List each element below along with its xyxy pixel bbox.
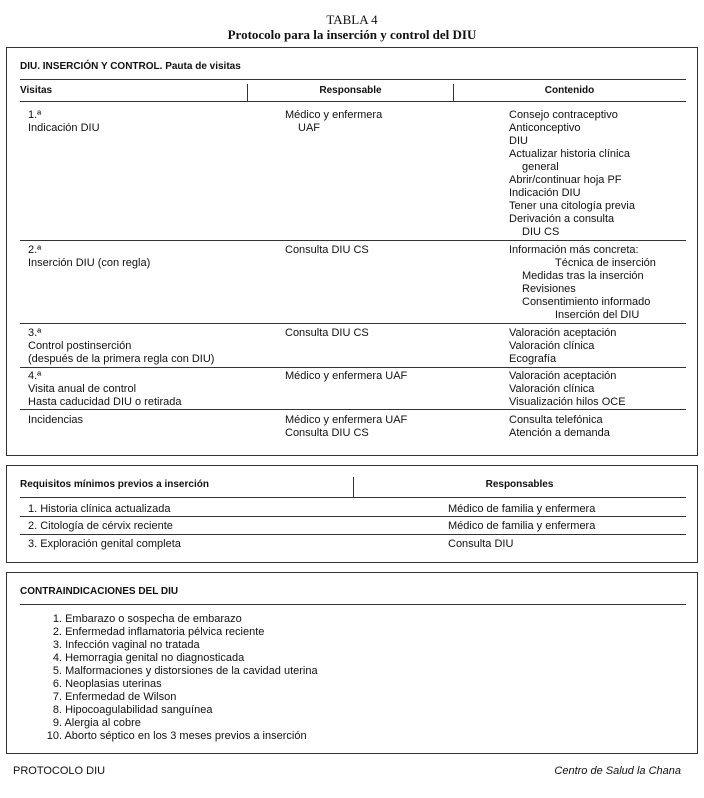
contraindications-list	[37, 613, 318, 743]
item-number: 6.	[52, 678, 62, 690]
item-text: Aborto séptico en los 3 meses previos a inserción	[64, 730, 307, 742]
item-text: Embarazo o sospecha de embarazo	[65, 613, 242, 625]
divider	[20, 240, 686, 241]
responsible-line: Consulta DIU CS	[285, 427, 369, 439]
content-cell	[509, 370, 626, 409]
visits-table	[6, 47, 698, 456]
col-header-visits: Visitas	[20, 85, 53, 96]
visit-number: 2.ª	[28, 244, 42, 256]
visit-cell	[28, 414, 83, 427]
item-text: Alergia al cobre	[64, 717, 141, 729]
item-number: 7.	[52, 691, 62, 703]
content-line: Atención a demanda	[509, 427, 610, 439]
content-line: Indicación DIU	[509, 187, 581, 199]
item-number: 10.	[46, 730, 62, 742]
list-item	[37, 704, 318, 717]
col-header-content: Contenido	[544, 85, 595, 96]
visit-cell	[28, 327, 214, 366]
content-line: Valoración clínica	[509, 383, 595, 395]
footer-right: Centro de Salud la Chana	[554, 765, 681, 777]
content-line: Abrir/continuar hoja PF	[509, 174, 622, 186]
item-text: Malformaciones y distorsiones de la cavidad uterina	[65, 665, 318, 677]
list-item	[37, 717, 318, 730]
content-line: Anticonceptivo	[509, 122, 581, 134]
visit-number: 4.ª	[28, 370, 42, 382]
visit-cell	[28, 244, 150, 270]
content-line: Actualizar historia clínica	[509, 148, 631, 160]
divider	[453, 84, 454, 101]
visit-cell	[28, 370, 181, 409]
list-item	[37, 665, 318, 678]
contraindications-title: CONTRAINDICACIONES DEL DIU	[20, 586, 179, 597]
responsible-cell	[285, 244, 369, 257]
contraindications-box	[6, 572, 698, 754]
item-number: 5.	[52, 665, 62, 677]
visit-number: 3.ª	[28, 327, 42, 339]
content-line: Técnica de inserción	[555, 257, 656, 269]
visit-label: Visita anual de control	[28, 383, 137, 395]
list-item	[37, 730, 318, 743]
content-line: Valoración aceptación	[509, 370, 617, 382]
divider	[20, 534, 686, 535]
item-text: Enfermedad inflamatoria pélvica reciente	[65, 626, 265, 638]
col-header-responsible: Responsable	[319, 85, 382, 96]
visits-table-title: DIU. INSERCIÓN Y CONTROL. Pauta de visitas	[20, 61, 241, 72]
visit-label: Indicación DIU	[28, 122, 100, 134]
item-text: Hemorragia genital no diagnosticada	[65, 652, 245, 664]
requirements-table	[6, 465, 698, 563]
item-number: 3.	[52, 639, 62, 651]
page-title: Protocolo para la inserción y control del DIU	[227, 27, 477, 42]
responsible-cell	[285, 414, 407, 440]
list-item	[37, 691, 318, 704]
requirement-item: 1. Historia clínica actualizada	[28, 503, 171, 515]
visit-number: 1.ª	[28, 109, 42, 121]
requirement-responsible: Médico de familia y enfermera	[448, 520, 596, 532]
requirement-item: 2. Citología de cérvix reciente	[28, 520, 173, 532]
divider	[20, 604, 686, 605]
divider	[20, 367, 686, 368]
divider	[20, 101, 686, 102]
content-line: Visualización hilos OCE	[509, 396, 626, 408]
content-line: Ecografía	[509, 353, 557, 365]
responsible-cell	[285, 370, 407, 383]
divider	[20, 79, 686, 80]
item-number: 9.	[52, 717, 62, 729]
content-line: Valoración clínica	[509, 340, 595, 352]
visit-label: Inserción DIU (con regla)	[28, 257, 151, 269]
table-label: TABLA 4	[326, 12, 378, 27]
content-line: general	[522, 161, 559, 173]
item-number: 2.	[52, 626, 62, 638]
responsible-line: Médico y enfermera	[285, 109, 383, 121]
content-line: Revisiones	[522, 283, 576, 295]
responsible-line: Consulta DIU CS	[285, 244, 369, 256]
requirement-item: 3. Exploración genital completa	[28, 538, 181, 550]
content-line: Consejo contraceptivo	[509, 109, 618, 121]
content-line: Inserción del DIU	[555, 309, 640, 321]
content-line: Tener una citología previa	[509, 200, 635, 212]
content-line: DIU	[509, 135, 528, 147]
content-line: Información más concreta:	[509, 244, 639, 256]
list-item	[37, 678, 318, 691]
content-line: Medidas tras la inserción	[522, 270, 644, 282]
item-text: Infección vaginal no tratada	[65, 639, 200, 651]
visit-cell	[28, 109, 100, 135]
content-cell	[509, 109, 635, 239]
item-number: 1.	[52, 613, 62, 625]
requirement-responsible: Médico de familia y enfermera	[448, 503, 596, 515]
content-line: Derivación a consulta	[509, 213, 615, 225]
list-item	[37, 652, 318, 665]
item-text: Neoplasias uterinas	[65, 678, 162, 690]
item-text: Hipocoagulabilidad sanguínea	[65, 704, 213, 716]
content-line: Consentimiento informado	[522, 296, 651, 308]
divider	[20, 516, 686, 517]
divider	[247, 84, 248, 101]
item-number: 8.	[52, 704, 62, 716]
content-line: Consulta telefónica	[509, 414, 603, 426]
col-header-responsibles: Responsables	[485, 479, 554, 490]
list-item	[37, 626, 318, 639]
visit-label: Hasta caducidad DIU o retirada	[28, 396, 182, 408]
content-cell	[509, 414, 610, 440]
item-number: 4.	[52, 652, 62, 664]
responsible-cell	[285, 109, 382, 135]
content-cell	[509, 327, 616, 366]
content-cell	[509, 244, 656, 322]
visit-label: Control postinserción	[28, 340, 132, 352]
divider	[20, 409, 686, 410]
list-item	[37, 639, 318, 652]
divider	[20, 497, 686, 498]
responsible-line: Médico y enfermera UAF	[285, 414, 408, 426]
content-line: DIU CS	[522, 226, 560, 238]
list-item	[37, 613, 318, 626]
footer-left: PROTOCOLO DIU	[13, 765, 106, 777]
content-line: Valoración aceptación	[509, 327, 617, 339]
responsible-line: UAF	[298, 122, 320, 134]
responsible-cell	[285, 327, 369, 340]
col-header-requirements: Requisitos mínimos previos a inserción	[20, 479, 209, 490]
visit-label: (después de la primera regla con DIU)	[28, 353, 215, 365]
item-text: Enfermedad de Wilson	[65, 691, 177, 703]
divider	[20, 323, 686, 324]
requirement-responsible: Consulta DIU	[448, 538, 514, 550]
responsible-line: Médico y enfermera UAF	[285, 370, 408, 382]
visit-label: Incidencias	[28, 414, 84, 426]
responsible-line: Consulta DIU CS	[285, 327, 369, 339]
